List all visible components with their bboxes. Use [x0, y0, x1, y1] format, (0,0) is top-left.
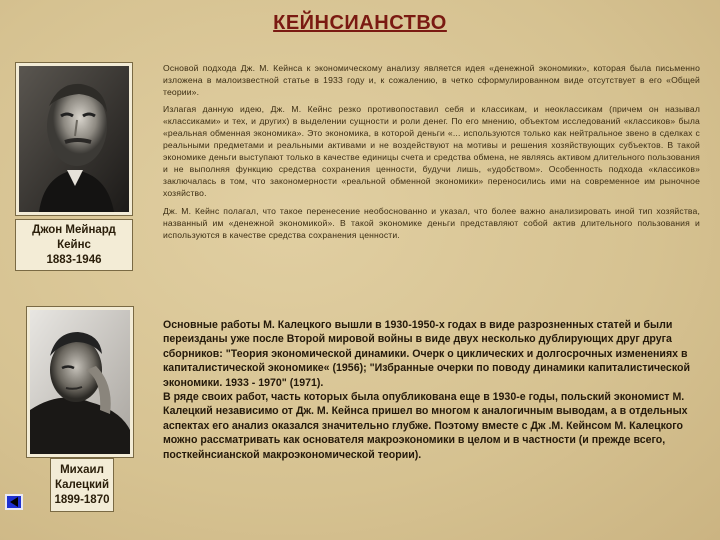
kalecki-photo [30, 310, 130, 454]
kalecki-caption-surname: Калецкий [54, 478, 110, 491]
kalecki-paragraph-1: Основные работы М. Калецкого вышли в 1930-1950-х годах в виде разрозненных статей и были переизданы уже после Второй мировой войны в виде двух несколько дублирующих друг друга сборников: "Теория экономической динамики. Очерк о циклических и долгосрочных изменениях в капиталистической экономике« (1956); "Избранные очерки по поводу динамики капиталистической экономики. 1933 - 1970" (1971). [163, 319, 690, 389]
kalecki-text-block [163, 318, 703, 462]
kalecki-portrait [30, 310, 130, 454]
keynes-caption [15, 219, 133, 271]
kalecki-caption-name: Михаил [60, 463, 104, 476]
keynes-caption-surname: Кейнс [57, 238, 91, 251]
keynes-paragraph-3: Дж. М. Кейнс полагал, что такое перенесение необоснованно и указал, что более важно анализировать иной тип хозяйства, названный им «денежной экономикой». В такой экономике деньги представляют собой актив длительного пользования и используются в качестве средства сохранения ценности. [163, 206, 700, 240]
kalecki-portrait-frame [26, 306, 134, 458]
keynes-portrait [19, 66, 129, 212]
keynes-caption-name: Джон Мейнард [32, 223, 116, 236]
keynes-text-block [163, 62, 700, 241]
keynes-caption-years: 1883-1946 [46, 253, 102, 266]
page-title: КЕЙНСИАНСТВО [273, 12, 447, 34]
kalecki-caption [50, 458, 114, 512]
keynes-paragraph-2: Излагая данную идею, Дж. М. Кейнс резко противопоставил себя и классикам, и неоклассикам (причем он называл «классиками» и тех, и других) в выделении сущности и роли денег. По его мнению, объектом исследований «классиков» была «реальная обменная экономика». Это экономика, в которой деньги «... используются только как нейтральное звено в сделках с реальными предметами и реальными активами и не воздействуют на мотивы и решения хозяйствующих субъектов. В такой экономике деньги выступают только в качестве единицы счета и средства обмена, не являясь активом длительного пользования и не выполняя функцию средства сохранения ценности, будучи лишь, «удобством». Особенность подхода «классиков» заключалась в том, что закономерности «реальной обменной экономики» переносились ими на современное им рыночное хозяйство. [163, 104, 700, 198]
kalecki-paragraph-2: В ряде своих работ, часть которых была опубликована еще в 1930-е годы, польский экономист М. Калецкий независимо от Дж. М. Кейнса пришел во многом к аналогичным выводам, а в отдельных аспектах его анализ оказался значительно глубже. Поэтому вместе с Дж .М. Кейнсом М. Калецкого можно рассматривать как основателя макроэкономики в целом и в частности (и прежде всего, посткейнсианской макроэкономической теории). [163, 391, 688, 461]
kalecki-caption-years: 1899-1870 [54, 493, 110, 506]
back-button[interactable] [5, 494, 23, 510]
keynes-portrait-frame [15, 62, 133, 216]
keynes-paragraph-1: Основой подхода Дж. М. Кейнса к экономическому анализу является идея «денежной экономики», которая была письменно изложена в малоизвестной статье в 1933 году и, к сожалению, в четко сформулированном виде отсутствует в его «Общей теории». [163, 63, 700, 97]
left-triangle-icon [9, 497, 19, 507]
keynes-photo [19, 66, 129, 212]
